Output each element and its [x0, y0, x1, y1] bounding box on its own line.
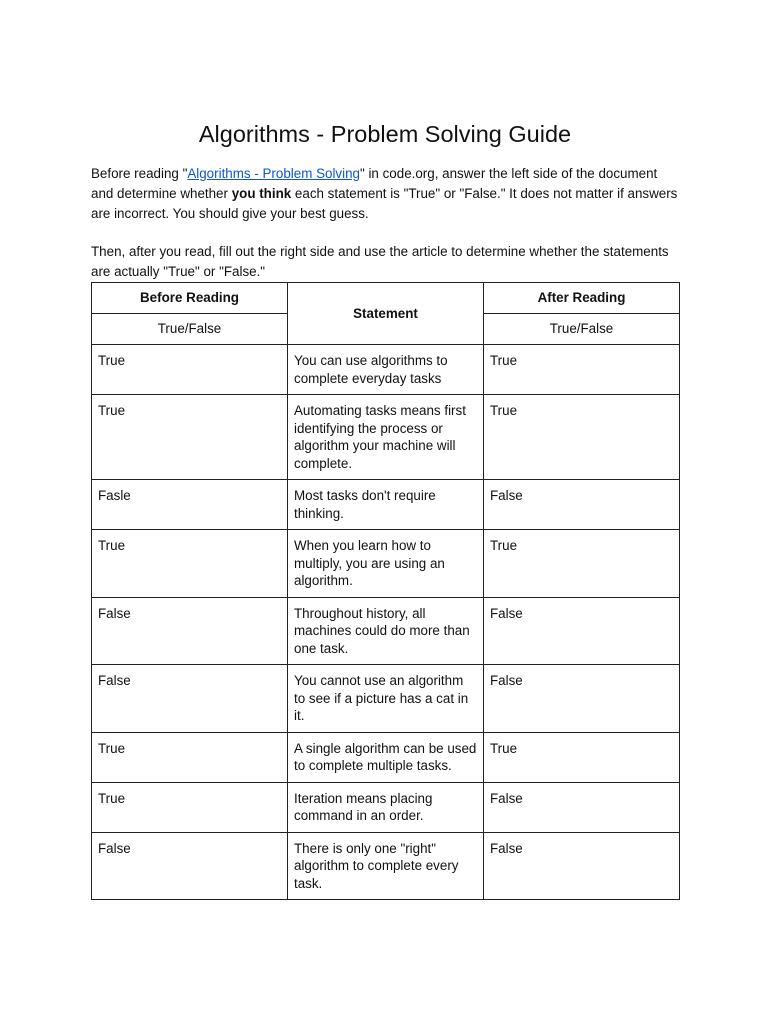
table-row — [92, 732, 680, 782]
intro-paragraph — [91, 164, 679, 224]
instructions-paragraph: Then, after you read, fill out the right side and use the article to determine whether the statements are actually "True" or "False." — [91, 244, 669, 279]
before-answer[interactable]: False — [92, 832, 288, 900]
document-page — [91, 118, 679, 900]
before-answer[interactable]: True — [92, 782, 288, 832]
before-answer[interactable]: Fasle — [92, 480, 288, 530]
before-answer[interactable]: True — [92, 395, 288, 480]
after-answer[interactable]: False — [484, 665, 680, 733]
after-answer[interactable]: False — [484, 782, 680, 832]
statement-text: Most tasks don't require thinking. — [288, 480, 484, 530]
intro-suffix: each statement is "True" or "False." It does not matter if answers are incorrect. You should give your best guess. — [91, 186, 678, 221]
after-answer[interactable]: False — [484, 597, 680, 665]
after-answer[interactable]: False — [484, 480, 680, 530]
table-row — [92, 665, 680, 733]
after-answer[interactable]: True — [484, 530, 680, 598]
table-row — [92, 597, 680, 665]
statement-text: Automating tasks means first identifying the process or algorithm your machine will complete. — [288, 395, 484, 480]
statement-text: A single algorithm can be used to complete multiple tasks. — [288, 732, 484, 782]
table-row — [92, 832, 680, 900]
table-row — [92, 480, 680, 530]
intro-bold: you think — [231, 186, 292, 201]
subheader-before-true-false: True/False — [92, 314, 288, 345]
intro-mid: " in code.org, answer the left side of the document and determine whether — [91, 166, 658, 201]
subheader-after-true-false: True/False — [484, 314, 680, 345]
table-row — [92, 782, 680, 832]
header-after-reading: After Reading — [484, 283, 680, 314]
statement-text: You can use algorithms to complete everyday tasks — [288, 345, 484, 395]
intro-prefix: Before reading " — [91, 166, 188, 181]
table-row — [92, 345, 680, 395]
before-answer[interactable]: False — [92, 665, 288, 733]
true-false-table — [91, 282, 680, 900]
before-answer[interactable]: False — [92, 597, 288, 665]
statement-text: Throughout history, all machines could do more than one task. — [288, 597, 484, 665]
table-body — [92, 345, 680, 900]
statement-text: There is only one "right" algorithm to complete every task. — [288, 832, 484, 900]
before-answer[interactable]: True — [92, 345, 288, 395]
statement-text: You cannot use an algorithm to see if a picture has a cat in it. — [288, 665, 484, 733]
table-row — [92, 530, 680, 598]
after-answer[interactable]: True — [484, 345, 680, 395]
after-answer[interactable]: True — [484, 732, 680, 782]
before-answer[interactable]: True — [92, 530, 288, 598]
after-answer[interactable]: False — [484, 832, 680, 900]
after-answer[interactable]: True — [484, 395, 680, 480]
header-before-reading: Before Reading — [92, 283, 288, 314]
article-link[interactable]: Algorithms - Problem Solving — [187, 166, 360, 181]
document-title: Algorithms - Problem Solving Guide — [198, 121, 572, 147]
statement-text: Iteration means placing command in an order. — [288, 782, 484, 832]
before-answer[interactable]: True — [92, 732, 288, 782]
header-statement: Statement — [288, 283, 484, 345]
statement-text: When you learn how to multiply, you are using an algorithm. — [288, 530, 484, 598]
table-row — [92, 395, 680, 480]
